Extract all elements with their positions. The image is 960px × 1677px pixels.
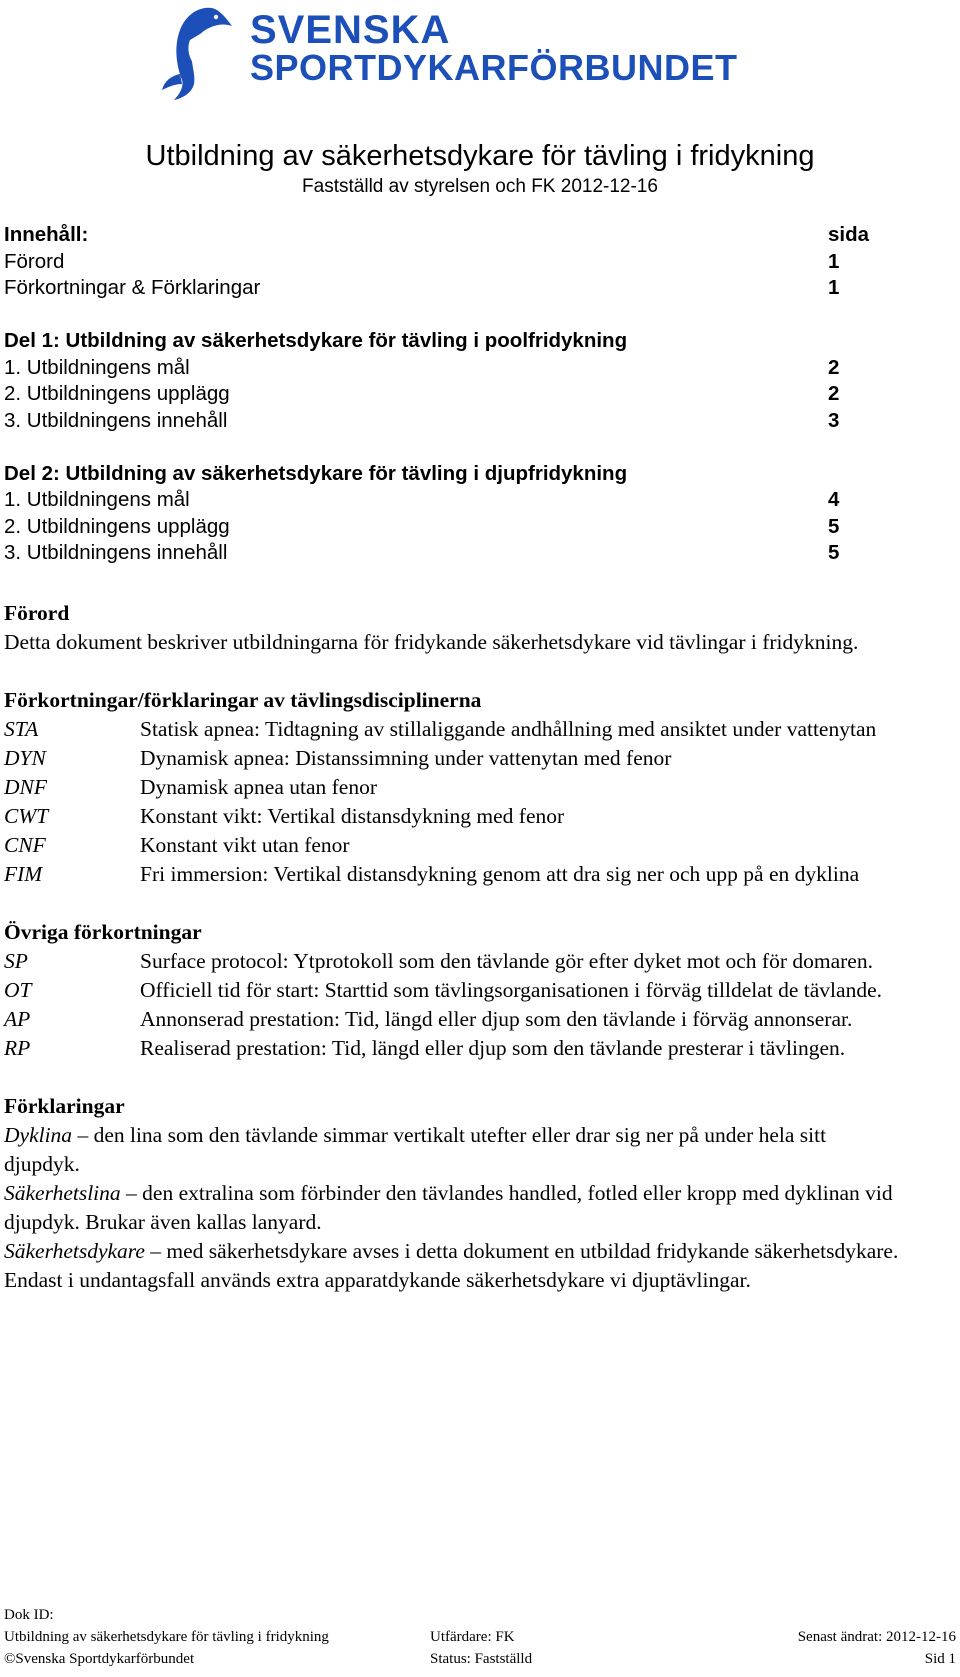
abbr-desc: Dynamisk apnea: Distanssimning under vattenytan med fenor [140, 746, 672, 770]
abbr-row [4, 860, 904, 889]
toc-item-page: 2 [828, 382, 840, 405]
toc-item[interactable] [4, 249, 884, 276]
toc-item-label: Förord [4, 249, 65, 273]
toc-item[interactable] [4, 540, 884, 567]
abbr-row [4, 715, 904, 744]
footer-copyright: ©Svenska Sportdykarförbundet [4, 1651, 195, 1667]
logo-line-1: SVENSKA [250, 8, 451, 52]
toc-item-page: 5 [828, 514, 840, 538]
footer-changed: Senast ändrat: 2012-12-16 [797, 1629, 956, 1645]
toc-item-label: Förkortningar & Förklaringar [4, 276, 261, 299]
abbr-desc: Fri immersion: Vertikal distansdykning genom att dra sig ner och upp på en dyklina [140, 862, 860, 886]
abbr-desc: Statisk apnea: Tidtagning av stillaliggande andhållning med ansiktet under vattenytan [140, 717, 877, 741]
document-subtitle: Fastställd av styrelsen och FK 2012-12-16 [302, 176, 658, 197]
toc-item[interactable] [4, 381, 884, 408]
toc-part-heading-label: Del 2: Utbildning av säkerhetsdykare för tävling i djupfridykning [4, 461, 628, 485]
abbr-desc: Annonserad prestation: Tid, längd eller djup som den tävlande i förväg annonserar. [140, 1007, 853, 1031]
toc-item[interactable] [4, 355, 884, 382]
other-abbr-heading: Övriga förkortningar [4, 920, 202, 944]
toc-part1-heading[interactable] [4, 328, 884, 355]
toc-header-row [4, 222, 884, 249]
abbr-row [4, 773, 904, 802]
abbr-row [4, 976, 904, 1005]
table-of-contents [4, 222, 884, 567]
toc-item-label: 3. Utbildningens innehåll [4, 408, 228, 432]
toc-item-page: 5 [828, 541, 840, 564]
toc-item-page: 1 [828, 249, 840, 273]
footer-doc-id: Dok ID: [4, 1607, 54, 1623]
toc-item-page: 1 [828, 276, 840, 299]
footer-status: Status: Fastställd [430, 1651, 533, 1667]
explanation-item [4, 1237, 904, 1295]
abbr-row [4, 1005, 904, 1034]
logo-line-2: SPORTDYKARFÖRBUNDET [250, 47, 738, 88]
abbr-key: OT [4, 978, 32, 1002]
dolphin-icon [160, 4, 240, 104]
toc-item[interactable] [4, 408, 884, 435]
toc-page-heading: sida [828, 223, 870, 246]
abbr-key: SP [4, 949, 28, 973]
abbr-desc: Konstant vikt utan fenor [140, 833, 350, 857]
abbr-row [4, 831, 904, 860]
abbr-desc: Dynamisk apnea utan fenor [140, 775, 378, 799]
toc-heading: Innehåll: [4, 223, 89, 246]
abbr-row [4, 744, 904, 773]
explanation-term: Säkerhetslina [4, 1181, 121, 1205]
footer-issuer: Utfärdare: FK [430, 1629, 515, 1645]
toc-item[interactable] [4, 275, 884, 302]
abbr-key: RP [4, 1036, 31, 1060]
toc-item-label: 1. Utbildningens mål [4, 488, 190, 511]
abbr-key: AP [4, 1007, 31, 1031]
abbr-row [4, 947, 904, 976]
page-footer [4, 1604, 956, 1670]
abbr-key: DYN [4, 746, 46, 770]
toc-item-page: 3 [828, 408, 840, 432]
toc-part-heading-label: Del 1: Utbildning av säkerhetsdykare för tävling i poolfridykning [4, 329, 628, 352]
toc-item-page: 4 [828, 488, 840, 511]
explanation-item [4, 1179, 904, 1237]
explanation-term: Dyklina [4, 1123, 73, 1147]
abbr-key: CNF [4, 833, 46, 857]
footer-page-number: Sid 1 [924, 1651, 956, 1667]
abbr-row [4, 802, 904, 831]
abbr-key: FIM [4, 862, 43, 886]
toc-item-page: 2 [828, 355, 840, 379]
toc-part2-heading[interactable] [4, 461, 884, 488]
explanations-heading: Förklaringar [4, 1094, 125, 1118]
explanation-term: Säkerhetsdykare [4, 1239, 145, 1263]
explanation-text: – den extralina som förbinder den tävlandes handled, fotled eller kropp med dyklinan vid djupdyk. Brukar även kallas lanyard. [4, 1181, 893, 1234]
toc-item-label: 2. Utbildningens upplägg [4, 382, 230, 405]
abbr-row [4, 1034, 904, 1063]
abbr-desc: Officiell tid för start: Starttid som tävlingsorganisationen i förväg tilldelat de tävlande. [140, 978, 882, 1002]
forord-text: Detta dokument beskriver utbildningarna för fridykande säkerhetsdykare vid tävlingar i fridykning. [4, 630, 859, 654]
document-title: Utbildning av säkerhetsdykare för tävling i fridykning [145, 140, 815, 172]
disciplines-heading: Förkortningar/förklaringar av tävlingsdisciplinerna [4, 688, 482, 712]
toc-item[interactable] [4, 487, 884, 514]
explanation-text: – med säkerhetsdykare avses i detta dokument en utbildad fridykande säkerhetsdykare. Endast i undantagsfall används extra apparatdykande säkerhetsdykare vi djuptävlingar. [4, 1239, 899, 1292]
abbr-desc: Surface protocol: Ytprotokoll som den tävlande gör efter dyket mot och för domaren. [140, 949, 873, 973]
footer-doc-title: Utbildning av säkerhetsdykare för tävling i fridykning [4, 1629, 329, 1645]
abbr-key: DNF [4, 775, 47, 799]
logo [170, 4, 790, 114]
toc-item-label: 3. Utbildningens innehåll [4, 541, 228, 564]
abbr-key: STA [4, 717, 39, 741]
toc-item-label: 1. Utbildningens mål [4, 355, 190, 379]
abbr-key: CWT [4, 804, 49, 828]
document-body [4, 599, 904, 1295]
explanation-item [4, 1121, 904, 1179]
toc-item[interactable] [4, 514, 884, 541]
explanation-text: – den lina som den tävlande simmar vertikalt utefter eller drar sig ner på under hela sitt djupdyk. [4, 1123, 827, 1176]
forord-heading: Förord [4, 601, 70, 625]
abbr-desc: Realiserad prestation: Tid, längd eller djup som den tävlande presterar i tävlingen. [140, 1036, 846, 1060]
abbr-desc: Konstant vikt: Vertikal distansdykning med fenor [140, 804, 565, 828]
toc-item-label: 2. Utbildningens upplägg [4, 514, 230, 538]
